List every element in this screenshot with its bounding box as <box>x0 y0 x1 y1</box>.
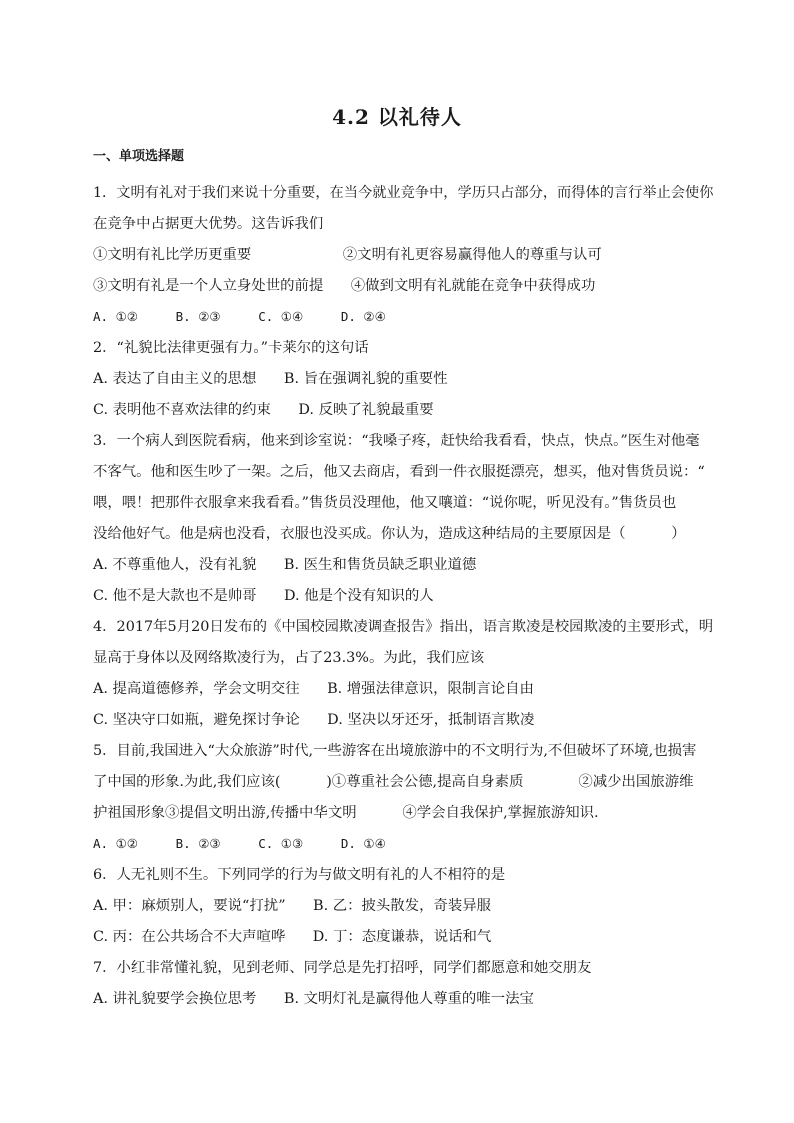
q3-stem-line-4: 没给他好气。他是病也没看，衣服也没买成。你认为，造成这种结局的主要原因是（ ） <box>93 526 686 542</box>
q3-stem-line-3: 喂，喂！把那件衣服拿来我看看。”售货员没理他，他又嚷道：“说你呢，听见没有。”售货员也 <box>93 495 677 511</box>
q6-options-ab: A. 甲：麻烦别人，要说“打扰” B. 乙：披头散发，奇装异服 <box>93 898 492 914</box>
q1-stem-line-2: 在竞争中占据更大优势。这告诉我们 <box>93 216 324 232</box>
q2-stem: 2．“礼貌比法律更强有力。”卡莱尔的这句话 <box>93 340 369 356</box>
q7-options-ab: A. 讲礼貌要学会换位思考 B. 文明灯礼是赢得他人尊重的唯一法宝 <box>93 991 534 1007</box>
q5-stem-line-1: 5．目前,我国进入“大众旅游”时代,一些游客在出境旅游中的不文明行为,不但破坏了环境,也损害 <box>93 743 697 759</box>
q7-stem: 7．小红非常懂礼貌，见到老师、同学总是先打招呼，同学们都愿意和她交朋友 <box>93 960 592 976</box>
q4-options-cd: C. 坚决守口如瓶，避免探讨争论 D. 坚决以牙还牙，抵制语言欺凌 <box>93 712 535 728</box>
q3-options-cd: C. 他不是大款也不是帅哥 D. 他是个没有知识的人 <box>93 588 434 604</box>
q4-stem-line-2: 显高于身体以及网络欺凌行为，占了23.3%。为此，我们应该 <box>93 650 485 666</box>
q6-options-cd: C. 丙：在公共场合不大声喧哗 D. 丁：态度谦恭，说话和气 <box>93 929 492 945</box>
q1-stem-line-1: 1．文明有礼对于我们来说十分重要，在当今就业竞争中，学历只占部分，而得体的言行举止会使你 <box>93 185 714 201</box>
q3-options-ab: A. 不尊重他人，没有礼貌 B. 医生和售货员缺乏职业道德 <box>93 557 477 573</box>
section-heading: 一、单项选择题 <box>93 149 185 164</box>
q4-stem-line-1: 4．2017年5月20日发布的《中国校园欺凌调查报告》指出，语言欺凌是校园欺凌的主要形式，明 <box>93 619 714 635</box>
q1-statements-line-2: ③文明有礼是一个人立身处世的前提 ④做到文明有礼就能在竞争中获得成功 <box>93 278 596 294</box>
q5-options: A. ①② B. ②③ C. ①③ D. ①④ <box>93 836 386 851</box>
q3-stem-line-2: 不客气。他和医生吵了一架。之后，他又去商店，看到一件衣服挺漂亮，想买，他对售货员说：“ <box>93 464 705 480</box>
q2-options-cd: C. 表明他不喜欢法律的约束 D. 反映了礼貌最重要 <box>93 402 434 418</box>
q5-stem-line-3: 护祖国形象③提倡文明出游,传播中华文明 ④学会自我保护,掌握旅游知识. <box>93 805 599 821</box>
q5-stem-line-2: 了中国的形象.为此,我们应该( )①尊重社会公德,提高自身素质 ②减少出国旅游维 <box>93 774 694 790</box>
page-title: 4.2 以礼待人 <box>332 105 462 129</box>
q6-stem: 6．人无礼则不生。下列同学的行为与做文明有礼的人不相符的是 <box>93 867 506 883</box>
q1-options: A. ①② B. ②③ C. ①④ D. ②④ <box>93 309 386 324</box>
q4-options-ab: A. 提高道德修养，学会文明交往 B. 增强法律意识，限制言论自由 <box>93 681 534 697</box>
q3-stem-line-1: 3．一个病人到医院看病，他来到诊室说：“我嗓子疼，赶快给我看看，快点，快点。”医生对他毫 <box>93 433 700 449</box>
q2-options-ab: A. 表达了自由主义的思想 B. 旨在强调礼貌的重要性 <box>93 371 448 387</box>
q1-statements-line-1: ①文明有礼比学历更重要 ②文明有礼更容易赢得他人的尊重与认可 <box>93 247 602 263</box>
